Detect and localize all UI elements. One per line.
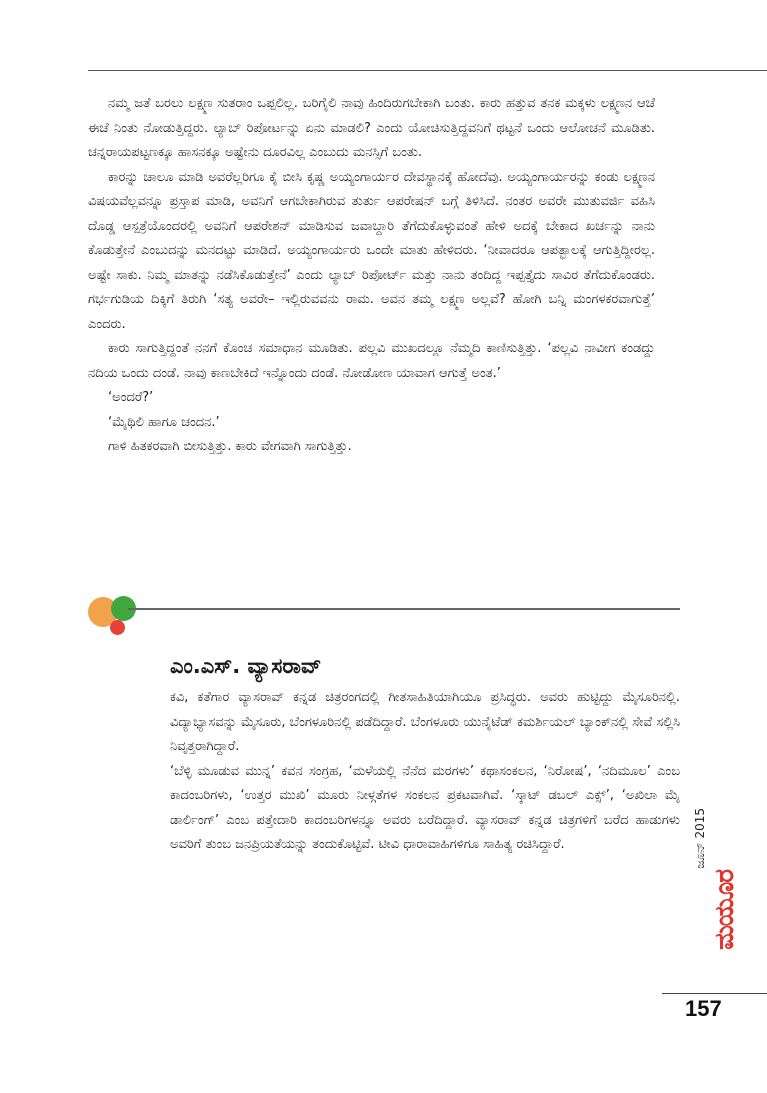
page-number: 157	[685, 996, 722, 1021]
bio-paragraph: ಕವಿ, ಕತೆಗಾರ ವ್ಯಾಸರಾವ್ ಕನ್ನಡ ಚಿತ್ರರಂಗದಲ್ಲಿ ಗೀತಸಾಹಿತಿಯಾಗಿಯೂ ಪ್ರಸಿದ್ಧರು. ಅವರು ಹುಟ್ಟಿದ್ದು ಮೈಸೂರಿನಲ್ಲಿ. ವಿದ್ಯಾಭ್ಯಾಸವನ್ನು ಮೈಸೂರು, ಬೆಂಗಳೂರಿನಲ್ಲಿ ಪಡೆದಿದ್ದಾರೆ. ಬೆಂಗಳೂರು ಯುನೈಟೆಡ್ ಕಮರ್ಶಿಯಲ್ ಬ್ಯಾಂಕ್‌ನಲ್ಲಿ ಸೇವೆ ಸಲ್ಲಿಸಿ ನಿವೃತ್ತರಾಗಿದ್ದಾರೆ.	[170, 690, 680, 754]
issue-date: ಜೂನ್ 2015	[693, 808, 707, 869]
magazine-logo: ಮಯೂರ	[710, 870, 740, 950]
story-paragraph: ‘ಅಂದರೆ?’	[108, 390, 154, 405]
footer-rule	[662, 993, 767, 994]
story-paragraph: ಕಾರು ಸಾಗುತ್ತಿದ್ದಂತೆ ನನಗೆ ಕೊಂಚ ಸಮಾಧಾನ ಮೂಡಿತು. ಪಲ್ಲವಿ ಮುಖದಲ್ಲೂ ನೆಮ್ಮದಿ ಕಾಣಿಸುತ್ತಿತ್ತು. ‘ಪಲ್ಲವಿ ನಾವೀಗ ಕಂಡದ್ದು ನದಿಯ ಒಂದು ದಂಡೆ. ನಾವು ಕಾಣಬೇಕಿದೆ ಇನ್ನೊಂದು ದಂಡೆ. ನೋಡೋಣ ಯಾವಾಗ ಆಗುತ್ತೆ ಅಂತ.’	[88, 341, 655, 381]
story-paragraph: ಕಾರನ್ನು ಚಾಲೂ ಮಾಡಿ ಅವರೆಲ್ಲರಿಗೂ ಕೈ ಬೀಸಿ ಕೃಷ್ಣ ಅಯ್ಯಂಗಾರ್ಯರ ದೇವಸ್ಥಾನಕ್ಕೆ ಹೋದೆವು. ಅಯ್ಯಂಗಾರ್ಯರನ್ನು ಕಂಡು ಲಕ್ಷ್ಮಣನ ವಿಷಯವೆಲ್ಲವನ್ನೂ ಪ್ರಸ್ತಾಪ ಮಾಡಿ, ಅವನಿಗೆ ಆಗಬೇಕಾಗಿರುವ ತುರ್ತು ಆಪರೇಷನ್ ಬಗ್ಗೆ ತಿಳಿಸಿದೆ. ನಂತರ ಅವರೇ ಮುತುವರ್ಜಿ ವಹಿಸಿ ದೊಡ್ಡ ಆಸ್ಪತ್ರೆಯೊಂದರಲ್ಲಿ ಅವನಿಗೆ ಆಪರೇಶನ್ ಮಾಡಿಸುವ ಜವಾಬ್ದಾರಿ ತೆಗೆದುಕೊಳ್ಳುವಂತೆ ಹೇಳಿ ಅದಕ್ಕೆ ಬೇಕಾದ ಖರ್ಚನ್ನು ನಾನು ಕೊಡುತ್ತೇನೆ ಎಂಬುದನ್ನು ಮನದಟ್ಟು ಮಾಡಿದೆ. ಅಯ್ಯಂಗಾರ್ಯರು ಒಂದೇ ಮಾತು ಹೇಳಿದರು. ‘ನೀವಾದರೂ ಆಪತ್ಭಾಲಕ್ಕೆ ಆಗುತ್ತಿದ್ದೀರಲ್ಲ. ಅಷ್ಟೇ ಸಾಕು. ನಿಮ್ಮ ಮಾತನ್ನು ನಡೆಸಿಕೊಡುತ್ತೇನೆ’ ಎಂದು ಲ್ಯಾಬ್ ರಿಪೋರ್ಟ್ ಮತ್ತು ನಾನು ತಂದಿದ್ದ ಇಪ್ಪತ್ತೈದು ಸಾವಿರ ತೆಗೆದುಕೊಂಡರು. ಗರ್ಭಗುಡಿಯ ದಿಕ್ಕಿಗೆ ತಿರುಗಿ ‘ಸತ್ಯ ಅವರೇ– ಇಲ್ಲಿರುವವನು ರಾಮ. ಅವನ ತಮ್ಮ ಲಕ್ಷ್ಮಣ ಅಲ್ಲವೆ? ಹೋಗಿ ಬನ್ನಿ ಮಂಗಳಕರವಾಗುತ್ತೆ’ ಎಂದರು.	[88, 169, 655, 332]
author-name-heading: ಎಂ.ಎಸ್. ವ್ಯಾಸರಾವ್	[170, 654, 322, 678]
bio-paragraph: ‘ಬೆಳ್ಳಿ ಮೂಡುವ ಮುನ್ನ’ ಕವನ ಸಂಗ್ರಹ, ‘ಮಳೆಯಲ್ಲಿ ನೆನೆದ ಮರಗಳು’ ಕಥಾಸಂಕಲನ, ‘ನಿರೋಷ’, ‘ನದಿಮೂಲ’ ಎಂಬ ಕಾದಂಬರಿಗಳು, ‘ಉತ್ತರ ಮುಖಿ’ ಮೂರು ನೀಳ್ಗತೆಗಳ ಸಂಕಲನ ಪ್ರಕಟವಾಗಿವೆ. ‘ಸ್ಕಾಟ್ ಡಬಲ್ ಎಕ್ಸ್’, ‘ಅಖಿಲಾ ಮೈ ಡಾರ್ಲಿಂಗ್’ ಎಂಬ ಪತ್ತೇದಾರಿ ಕಾದಂಬರಿಗಳನ್ನೂ ಅವರು ಬರೆದಿದ್ದಾರೆ. ವ್ಯಾಸರಾವ್ ಕನ್ನಡ ಚಿತ್ರಗಳಿಗೆ ಬರೆದ ಹಾಡುಗಳು ಅವರಿಗೆ ತುಂಬ ಜನಪ್ರಿಯತೆಯನ್ನು ತಂದುಕೊಟ್ಟಿವೆ. ಟೀವಿ ಧಾರಾವಾಹಿಗಳಿಗೂ ಸಾಹಿತ್ಯ ರಚಿಸಿದ್ದಾರೆ.	[170, 763, 680, 852]
author-bio	[170, 652, 680, 858]
story-paragraph: ನಮ್ಮ ಜತೆ ಬರಲು ಲಕ್ಷ್ಮಣ ಸುತರಾಂ ಒಪ್ಪಲಿಲ್ಲ. ಬರಿಗೈಲಿ ನಾವು ಹಿಂದಿರುಗಬೇಕಾಗಿ ಬಂತು. ಕಾರು ಹತ್ತುವ ತನಕ ಮಕ್ಕಳು ಲಕ್ಷ್ಮಣನ ಆಚೆ ಈಚೆ ನಿಂತು ನೋಡುತ್ತಿದ್ದರು. ಲ್ಯಾಬ್ ರಿಪೋರ್ಟನ್ನು ಏನು ಮಾಡಲಿ? ಎಂದು ಯೋಚಿಸುತ್ತಿದ್ದವನಿಗೆ ಥಟ್ಟನೆ ಒಂದು ಆಲೋಚನೆ ಮೂಡಿತು. ಚನ್ನರಾಯಪಟ್ಟಣಕ್ಕೂ ಹಾಸನಕ್ಕೂ ಅಷ್ಟೇನು ದೂರವಿಲ್ಲ ಎಂಬುದು ಮನಸ್ಸಿಗೆ ಬಂತು.	[88, 96, 655, 160]
top-rule	[88, 70, 767, 71]
story-paragraph: ‘ಮೈಥಿಲಿ ಹಾಗೂ ಚಂದನ.’	[108, 414, 220, 430]
section-divider	[128, 608, 680, 610]
story-paragraph: ಗಾಳಿ ಹಿತಕರವಾಗಿ ಬೀಸುತ್ತಿತ್ತು. ಕಾರು ವೇಗವಾಗಿ ಸಾಗುತ್ತಿತ್ತು.	[108, 439, 352, 454]
decorative-red-dot	[110, 620, 125, 635]
story-text	[88, 92, 655, 460]
